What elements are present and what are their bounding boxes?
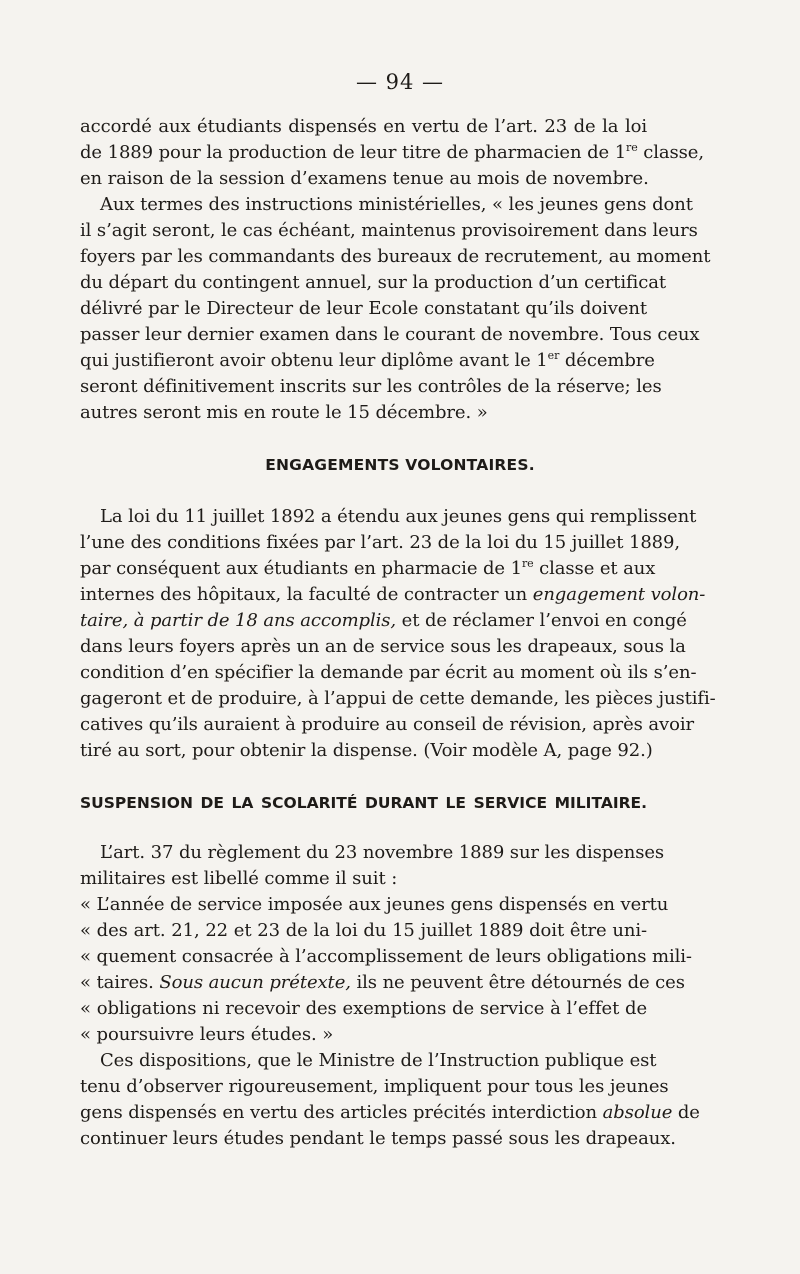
engagements-paragraph bbox=[80, 504, 716, 764]
text-line: qui justifieront avoir obtenu leur diplôme avant le 1er décembre bbox=[80, 349, 655, 371]
page-number: — 94 — bbox=[355, 70, 445, 94]
text-line: autres seront mis en route le 15 décembre. » bbox=[80, 402, 488, 423]
section-heading-suspension: SUSPENSION DE LA SCOLARITÉ DURANT LE SERVICE MILITAIRE. bbox=[80, 794, 647, 812]
text-line: l’une des conditions fixées par l’art. 23 de la loi du 15 juillet 1889, bbox=[80, 532, 680, 553]
text-line: de 1889 pour la production de leur titre de pharmacien de 1re classe, bbox=[80, 141, 704, 163]
text-line: délivré par le Directeur de leur Ecole constatant qu’ils doivent bbox=[80, 298, 647, 319]
intro-paragraphs bbox=[80, 114, 711, 426]
text-line: gens dispensés en vertu des articles précités interdiction absolue de bbox=[80, 1102, 700, 1123]
text-line: accordé aux étudiants dispensés en vertu de l’art. 23 de la loi bbox=[80, 116, 647, 137]
text-line: Ces dispositions, que le Ministre de l’Instruction publique est bbox=[100, 1050, 657, 1071]
text-line: « L’année de service imposée aux jeunes gens dispensés en vertu bbox=[80, 894, 669, 915]
text-line: il s’agit seront, le cas échéant, maintenus provisoirement dans leurs bbox=[80, 220, 698, 241]
text-line: foyers par les commandants des bureaux de recrutement, au moment bbox=[80, 246, 711, 267]
text-line: dans leurs foyers après un an de service sous les drapeaux, sous la bbox=[80, 636, 686, 657]
suspension-paragraphs bbox=[80, 840, 700, 1152]
text-line: Aux termes des instructions ministérielles, « les jeunes gens dont bbox=[100, 194, 693, 215]
text-line: « obligations ni recevoir des exemptions de service à l’effet de bbox=[80, 998, 647, 1019]
text-line: L’art. 37 du règlement du 23 novembre 1889 sur les dispenses bbox=[100, 842, 665, 863]
text-line: taire, à partir de 18 ans accomplis, et de réclamer l’envoi en congé bbox=[80, 610, 687, 631]
text-line: « des art. 21, 22 et 23 de la loi du 15 juillet 1889 doit être uni- bbox=[80, 920, 647, 941]
text-line: du départ du contingent annuel, sur la production d’un certificat bbox=[80, 272, 666, 293]
text-line: catives qu’ils auraient à produire au conseil de révision, après avoir bbox=[80, 714, 694, 735]
text-line: continuer leurs études pendant le temps passé sous les drapeaux. bbox=[80, 1128, 676, 1149]
text-line: militaires est libellé comme il suit : bbox=[80, 868, 398, 889]
section-heading-engagements: ENGAGEMENTS VOLONTAIRES. bbox=[265, 456, 535, 474]
text-line: « quement consacrée à l’accomplissement de leurs obligations mili- bbox=[80, 946, 692, 967]
text-line: condition d’en spécifier la demande par écrit au moment où ils s’en- bbox=[80, 662, 697, 683]
text-line: en raison de la session d’examens tenue au mois de novembre. bbox=[80, 168, 649, 189]
text-line: par conséquent aux étudiants en pharmacie de 1re classe et aux bbox=[80, 557, 656, 579]
text-line: « taires. Sous aucun prétexte, ils ne peuvent être détournés de ces bbox=[80, 972, 685, 993]
text-line: seront définitivement inscrits sur les contrôles de la réserve; les bbox=[80, 376, 662, 397]
text-line: tenu d’observer rigoureusement, impliquent pour tous les jeunes bbox=[80, 1076, 669, 1097]
text-line: « poursuivre leurs études. » bbox=[80, 1024, 334, 1045]
text-line: gageront et de produire, à l’appui de cette demande, les pièces justifi- bbox=[80, 688, 716, 709]
text-line: internes des hôpitaux, la faculté de contracter un engagement volon- bbox=[80, 584, 706, 605]
text-line: tiré au sort, pour obtenir la dispense. (Voir modèle A, page 92.) bbox=[80, 740, 653, 761]
text-line: passer leur dernier examen dans le courant de novembre. Tous ceux bbox=[80, 324, 700, 345]
text-line: La loi du 11 juillet 1892 a étendu aux jeunes gens qui remplissent bbox=[100, 506, 697, 527]
